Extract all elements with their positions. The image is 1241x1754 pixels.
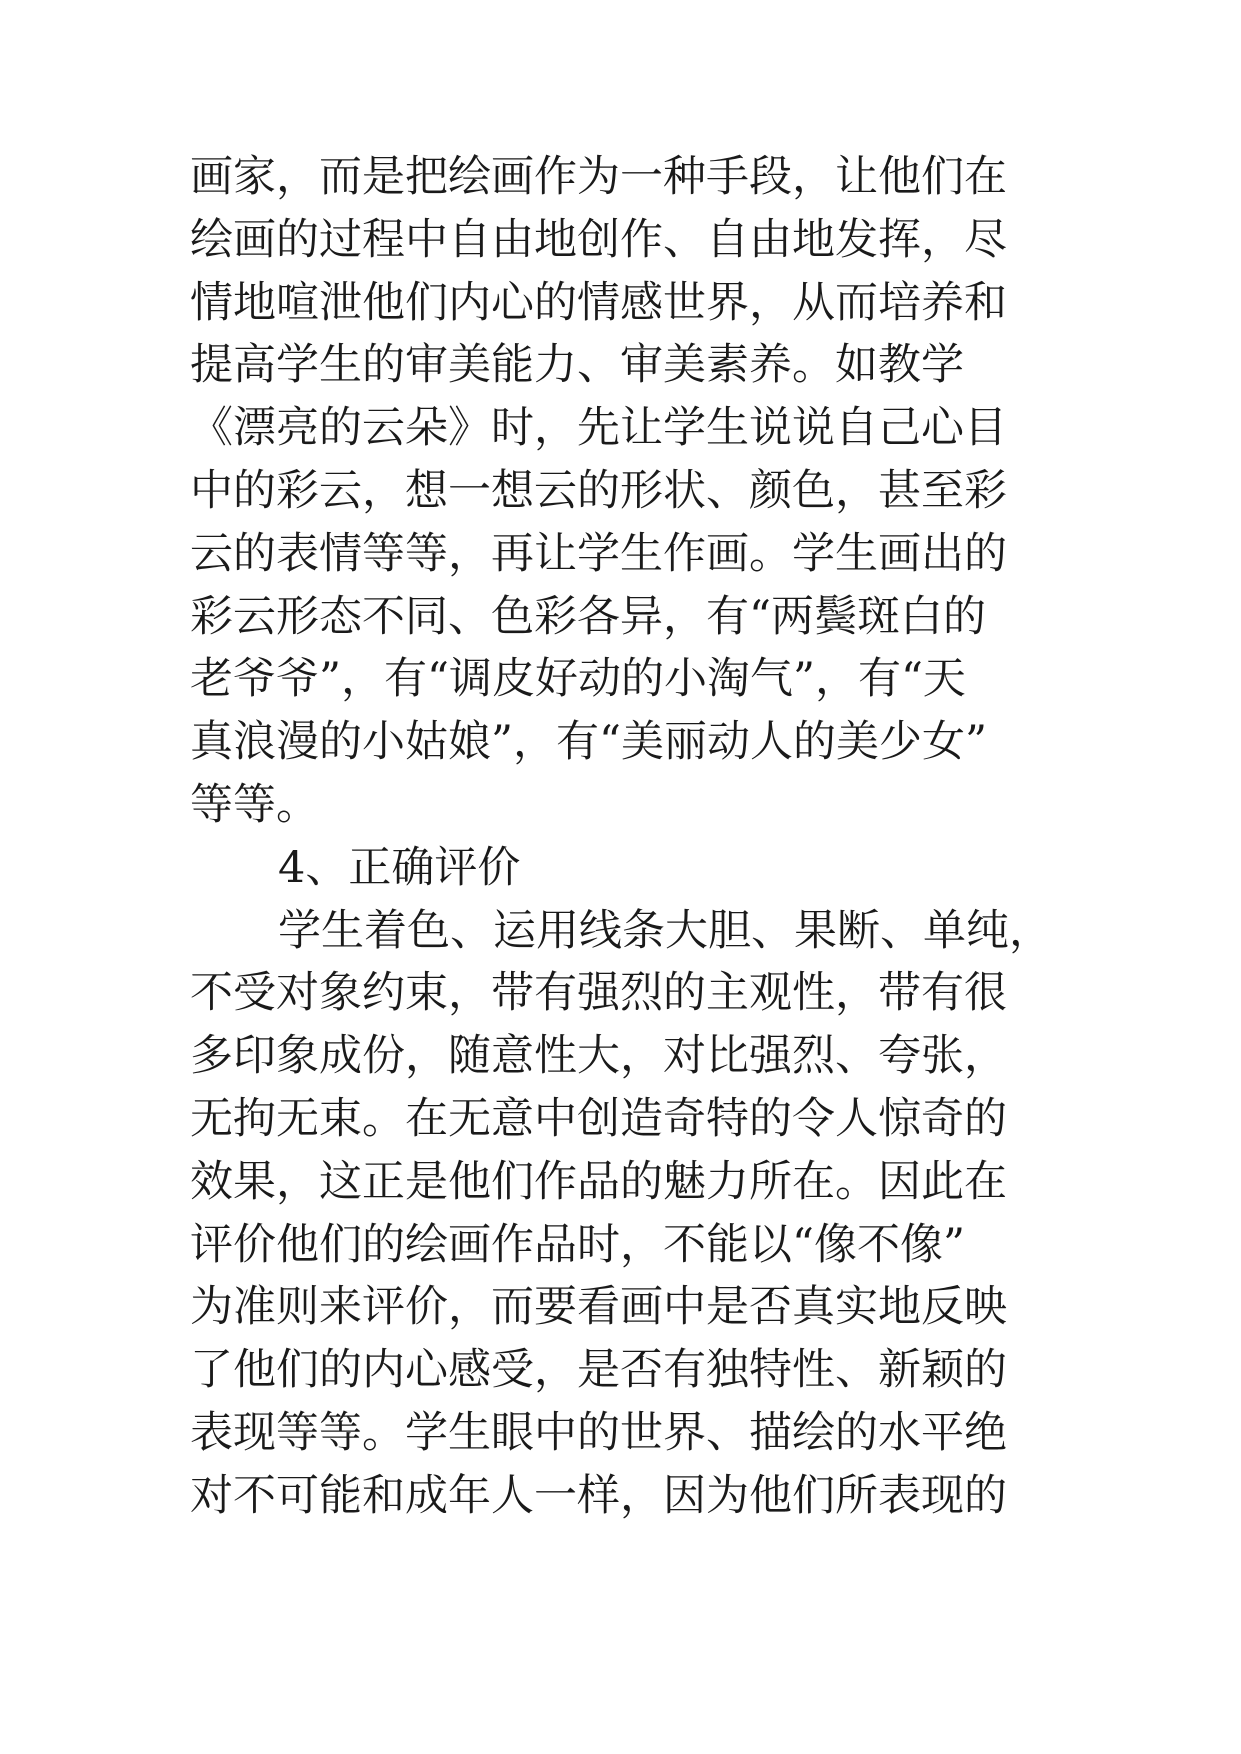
text-line: 效果，这正是他们作品的魅力所在。因此在: [190, 1156, 1007, 1207]
text-line: 等等。: [190, 779, 319, 830]
text-line: 无拘无束。在无意中创造奇特的令人惊奇的: [190, 1093, 1007, 1144]
text-line: 彩云形态不同、色彩各异，有“两鬓斑白的: [190, 591, 986, 642]
text-line: 画家，而是把绘画作为一种手段，让他们在: [190, 152, 1007, 202]
text-line: 老爷爷”，有“调皮好动的小淘气”，有“天: [190, 654, 966, 705]
section-heading: 4、正确评价: [278, 842, 521, 893]
text-line: 真浪漫的小姑娘”，有“美丽动人的美少女”: [190, 717, 987, 768]
text-line: 为准则来评价，而要看画中是否真实地反映: [190, 1282, 1007, 1333]
text-line: 绘画的过程中自由地创作、自由地发挥，尽: [190, 214, 1007, 265]
text-line: 情地喧泄他们内心的情感世界，从而培养和: [190, 277, 1007, 328]
text-line: 云的表情等等，再让学生作画。学生画出的: [190, 528, 1007, 579]
text-line: 不受对象约束，带有强烈的主观性，带有很: [190, 968, 1007, 1019]
body-text: [190, 146, 1070, 1528]
text-line: 《漂亮的云朵》时，先让学生说说自己心目: [190, 403, 1007, 454]
text-line: 中的彩云，想一想云的形状、颜色，甚至彩: [190, 465, 1007, 516]
text-line: 了他们的内心感受，是否有独特性、新颖的: [190, 1345, 1007, 1396]
text-line: 多印象成份，随意性大，对比强烈、夸张，: [190, 1031, 1007, 1082]
paragraph-start-line: 学生着色、运用线条大胆、果断、单纯，: [278, 905, 1052, 956]
text-line: 对不可能和成年人一样，因为他们所表现的: [190, 1470, 1007, 1521]
text-line: 表现等等。学生眼中的世界、描绘的水平绝: [190, 1407, 1007, 1458]
text-line: 提高学生的审美能力、审美素养。如教学: [190, 340, 964, 391]
text-line: 评价他们的绘画作品时，不能以“像不像”: [190, 1219, 965, 1270]
